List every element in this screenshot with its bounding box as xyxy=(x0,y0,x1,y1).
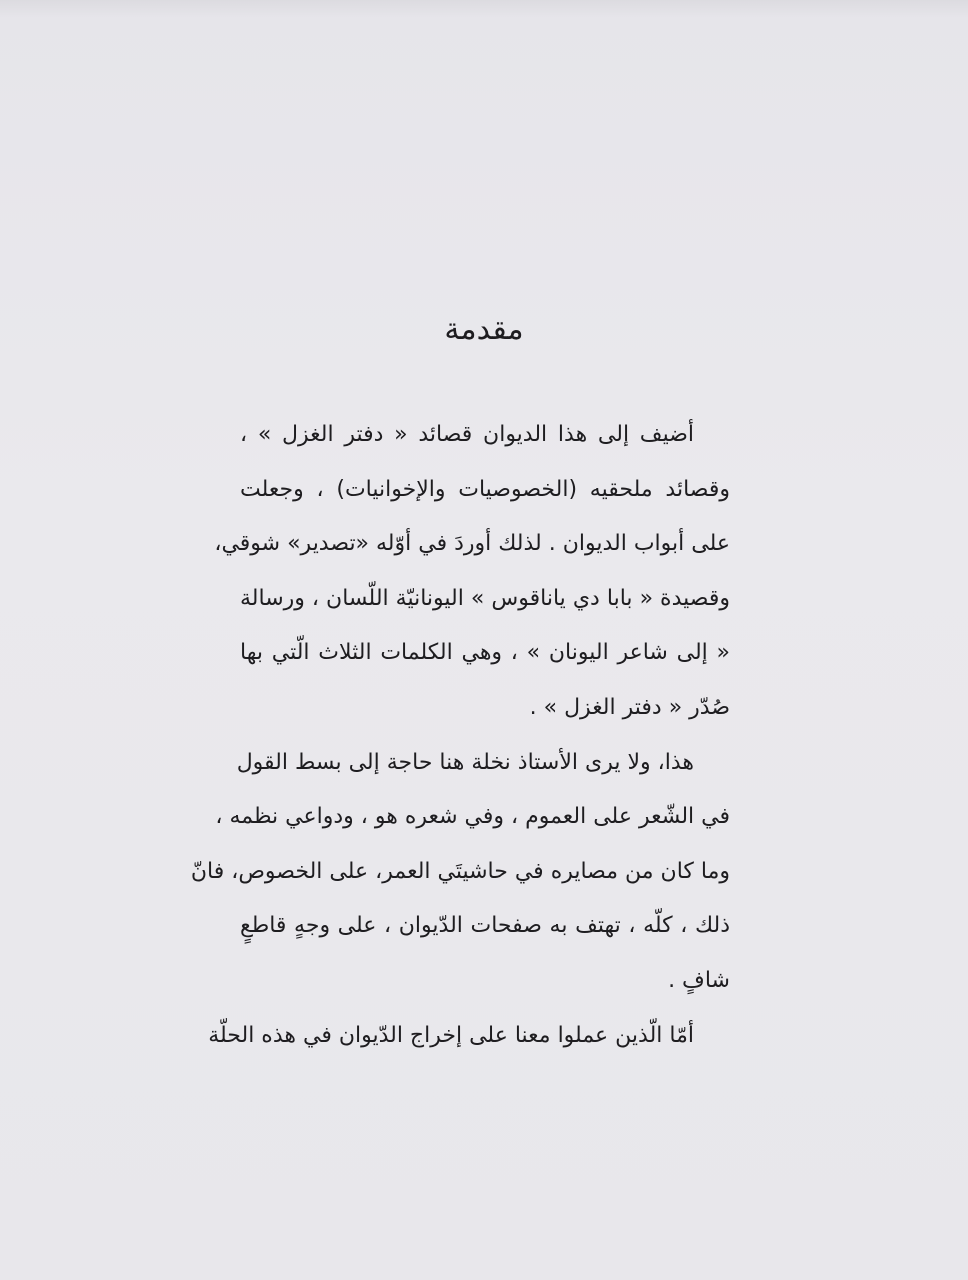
text-line: في الشّعر على العموم ، وفي شعره هو ، ودواعي نظمه ، xyxy=(215,804,730,830)
text-line: شافٍ . xyxy=(668,967,730,993)
text-line: هذا، ولا يرى الأستاذ نخلة هنا حاجة إلى بسط القول xyxy=(236,749,694,775)
body-text xyxy=(190,408,730,1063)
text-line: وما كان من مصايره في حاشيتَي العمر، على الخصوص، فانّ xyxy=(190,858,730,884)
text-line: أضيف إلى هذا الديوان قصائد « دفتر الغزل » ، xyxy=(240,422,694,447)
page-top-edge xyxy=(0,0,968,18)
page-title: مقدمة xyxy=(444,312,524,347)
text-line: وقصائد ملحقيه (الخصوصيات والإخوانيات) ، وجعلت xyxy=(240,476,730,502)
text-line: على أبواب الديوان . لذلك أوردَ في أوّله «تصدير» شوقي، xyxy=(214,531,730,557)
text-line: أمّا الّذين عملوا معنا على إخراج الدّيوان في هذه الحلّة xyxy=(208,1022,694,1048)
text-line: ذلك ، كلّه ، تهتف به صفحات الدّيوان ، على وجهٍ قاطعٍ xyxy=(240,913,730,939)
text-line: صُدّر « دفتر الغزل » . xyxy=(529,694,730,720)
text-line: وقصيدة « بابا دي ياناقوس » اليونانيّة اللّسان ، ورسالة xyxy=(240,585,730,611)
text-line: « إلى شاعر اليونان » ، وهي الكلمات الثلاث الّتي بها xyxy=(240,640,730,666)
